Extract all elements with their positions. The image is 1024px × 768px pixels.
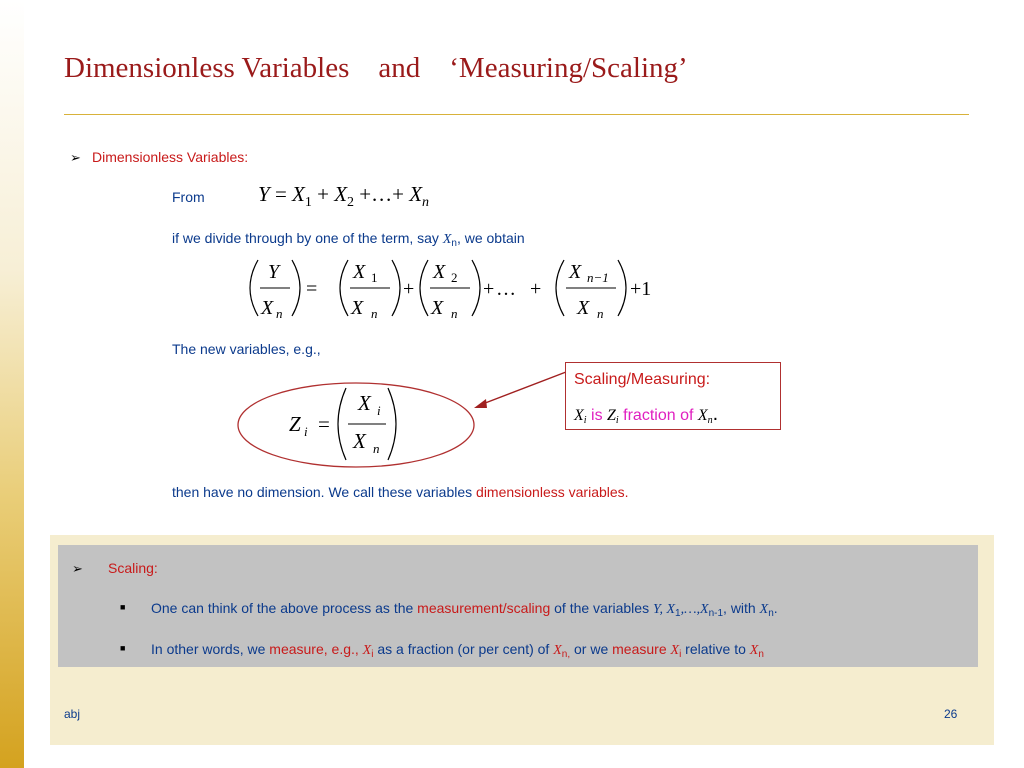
- svg-text:X: X: [353, 261, 366, 283]
- svg-text:n: n: [597, 306, 604, 321]
- from-label: From: [172, 189, 205, 205]
- svg-text:+: +: [530, 278, 542, 300]
- arrow-bullet-icon: ➢: [72, 561, 83, 576]
- title-rule: [64, 114, 969, 115]
- equation-z-ellipse: [236, 378, 480, 470]
- callout-box: [565, 362, 781, 430]
- callout-body: Xi is Zi fraction of Xn.: [574, 403, 719, 426]
- page-number: 26: [944, 707, 958, 721]
- svg-text:=: =: [306, 278, 318, 300]
- svg-text:X: X: [577, 297, 590, 319]
- equation-sum: $Y = X_1 + X_2$ +…+ $X_n$: [258, 182, 430, 210]
- svg-text:n−1: n−1: [587, 270, 609, 285]
- callout-arrow: [470, 368, 570, 412]
- conclusion-text: then have no dimension. We call these variables dimensionless variables.: [172, 484, 629, 500]
- svg-text:=: =: [318, 412, 330, 436]
- new-variables-text: The new variables, e.g.,: [172, 341, 321, 357]
- svg-text:i: i: [304, 424, 308, 439]
- svg-text:…: …: [496, 278, 516, 300]
- svg-text:X: X: [358, 391, 371, 415]
- scaling-heading: Scaling:: [108, 560, 158, 576]
- svg-text:X: X: [431, 297, 444, 319]
- svg-text:X: X: [433, 261, 446, 283]
- svg-text:X: X: [351, 297, 364, 319]
- square-bullet-icon: ■: [120, 602, 126, 612]
- callout-title: Scaling/Measuring:: [574, 371, 711, 388]
- equation-divided: [232, 252, 672, 324]
- section-heading: Dimensionless Variables:: [92, 149, 249, 165]
- scaling-bullet-2: In other words, we measure, e.g., $X_i$ as a fraction (or per cent) of $X_{n,}$ or we measure $X_i$ relative to $X_n$: [151, 641, 764, 660]
- svg-text:X: X: [569, 261, 582, 283]
- svg-text:Y: Y: [268, 261, 280, 283]
- svg-text:n: n: [276, 306, 283, 321]
- svg-text:1: 1: [371, 270, 378, 285]
- svg-text:X: X: [261, 297, 274, 319]
- square-bullet-icon: ■: [120, 643, 126, 653]
- svg-text:n: n: [371, 306, 378, 321]
- left-accent-bar: [0, 0, 24, 768]
- divide-text: if we divide through by one of the term, say $X_n$, we obtain: [172, 230, 525, 249]
- arrow-bullet-icon: ➢: [70, 150, 81, 165]
- svg-text:2: 2: [451, 270, 458, 285]
- svg-text:n: n: [451, 306, 458, 321]
- svg-text:i: i: [377, 403, 381, 418]
- scaling-bullet-1: One can think of the above process as the measurement/scaling of the variables Y, $X_1,\dots,X_{n-1}$, with $X_n$.: [151, 600, 778, 619]
- svg-text:Z: Z: [289, 412, 301, 436]
- svg-text:X: X: [353, 429, 366, 453]
- svg-text:n: n: [373, 441, 380, 456]
- svg-text:+: +: [403, 278, 415, 300]
- svg-text:+: +: [483, 278, 495, 300]
- svg-text:+1: +1: [630, 278, 652, 300]
- footer-author: abj: [64, 707, 81, 721]
- slide-title: Dimensionless Variables and ‘Measuring/Scaling’: [64, 52, 688, 84]
